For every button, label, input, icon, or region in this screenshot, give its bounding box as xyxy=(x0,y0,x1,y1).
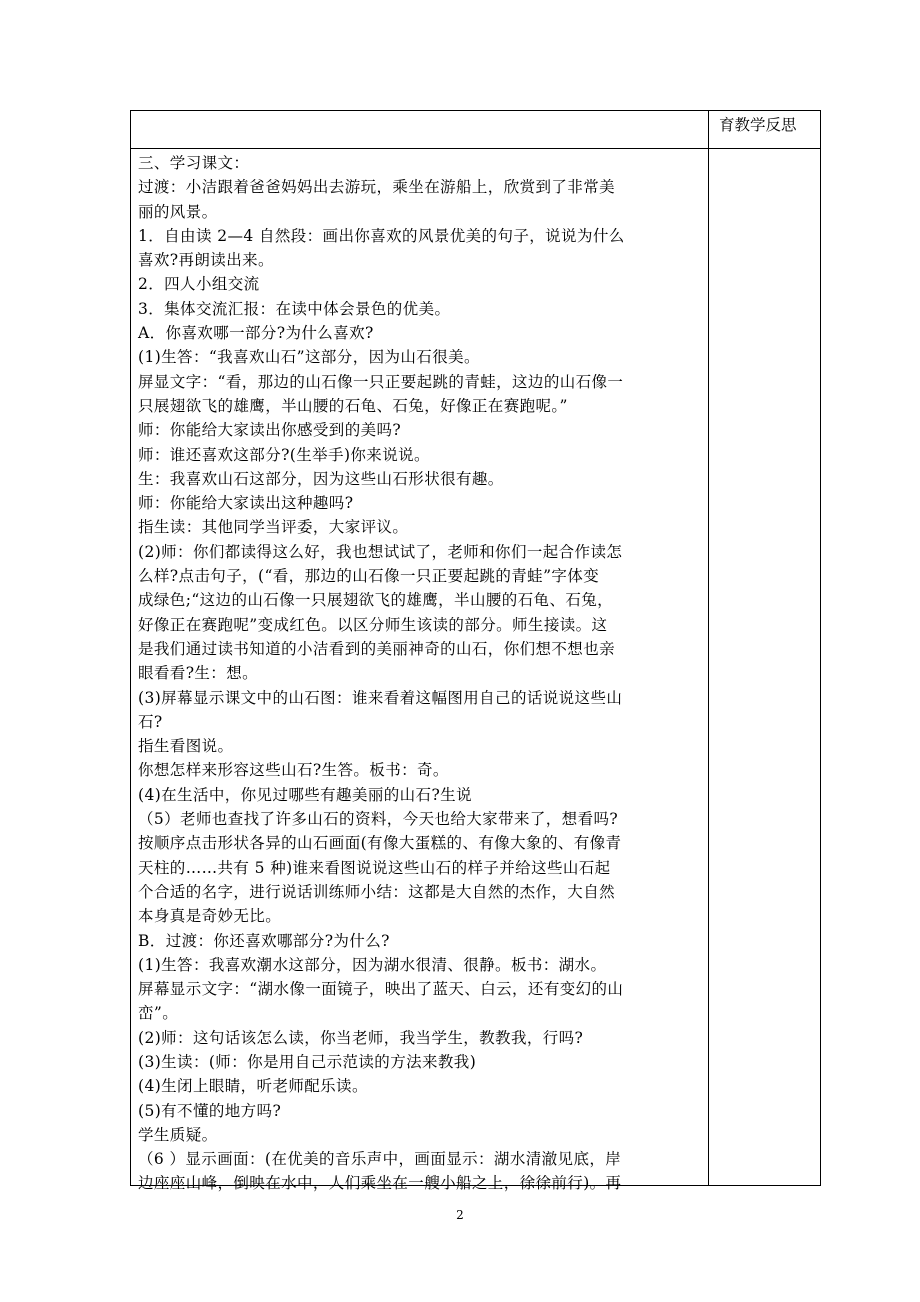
content-line: 师：你能给大家读出你感受到的美吗? xyxy=(138,421,402,440)
content-line: 指生看图说。 xyxy=(138,737,234,756)
content-line: 只展翅欲飞的雄鹰，半山腰的石龟、石兔，好像正在赛跑呢。” xyxy=(138,396,568,415)
content-line: 屏幕显示文字：“湖水像一面镜子，映出了蓝天、白云，还有变幻的山 xyxy=(138,980,624,999)
content-line: 个合适的名字，进行说话训练师小结：这都是大自然的杰作，大自然 xyxy=(138,882,616,901)
content-line: (1)生答：“我喜欢山石”这部分，因为山石很美。 xyxy=(138,348,480,367)
content-line: 天柱的……共有 5 种)谁来看图说说这些山石的样子并给这些山石起 xyxy=(138,858,611,877)
content-line: (4)在生活中，你见过哪些有趣美丽的山石?生说 xyxy=(138,785,472,804)
content-line: 师：你能给大家读出这种趣吗? xyxy=(138,494,354,513)
content-line: 1．自由读 2—4 自然段：画出你喜欢的风景优美的句子，说说为什么 xyxy=(138,226,625,245)
lesson-content xyxy=(138,151,704,1196)
content-line: 按顺序点击形状各异的山石画面(有像大蛋糕的、有像大象的、有像青 xyxy=(138,834,622,853)
content-line: 3．集体交流汇报：在读中体会景色的优美。 xyxy=(138,299,451,318)
content-line: 成绿色;“这边的山石像一只展翅欲飞的雄鹰，半山腰的石龟、石兔， xyxy=(138,591,614,610)
content-line: 峦”。 xyxy=(138,1004,179,1023)
content-line: 三、学习课文： xyxy=(138,154,250,172)
content-line: 过渡：小洁跟着爸爸妈妈出去游玩，乘坐在游船上，欣赏到了非常美 xyxy=(138,178,616,197)
content-line: 指生读：其他同学当评委，大家评议。 xyxy=(138,518,409,537)
content-line: 丽的风景。 xyxy=(138,202,218,221)
content-line: 眼看看?生：想。 xyxy=(138,664,259,683)
content-line: 你想怎样来形容这些山石?生答。板书：奇。 xyxy=(138,761,449,780)
content-line: (1)生答：我喜欢潮水这部分，因为湖水很清、很静。板书：湖水。 xyxy=(138,955,607,974)
page-number: 2 xyxy=(456,1208,464,1222)
content-line: 学生质疑。 xyxy=(138,1125,218,1144)
content-line: （6 ）显示画面：(在优美的音乐声中，画面显示：湖水清澈见底，岸 xyxy=(138,1150,622,1169)
lesson-table xyxy=(130,110,821,1193)
content-line: 师：谁还喜欢这部分?(生举手)你来说说。 xyxy=(138,445,430,464)
content-line: 好像正在赛跑呢”变成红色。以区分师生该读的部分。师生接读。这 xyxy=(138,615,608,634)
content-line: A．你喜欢哪一部分?为什么喜欢? xyxy=(138,324,374,343)
column-divider xyxy=(708,111,709,1185)
content-line: 石? xyxy=(138,712,163,731)
content-line: 喜欢?再朗读出来。 xyxy=(138,251,274,270)
content-line: (2)师：这句话该怎么读，你当老师，我当学生，教教我，行吗? xyxy=(138,1028,584,1047)
content-line: (3)屏幕显示课文中的山石图：谁来看着这幅图用自己的话说说这些山 xyxy=(138,688,623,707)
reflection-column-header: 育教学反思 xyxy=(719,116,797,134)
content-line: (2)师：你们都读得这么好，我也想试试了，老师和你们一起合作读怎 xyxy=(138,542,623,561)
content-line: 本身真是奇妙无比。 xyxy=(138,907,282,926)
content-line: 边座座山峰，倒映在水中，人们乘坐在一艘小船之上，徐徐前行)。再 xyxy=(138,1174,622,1193)
content-line: 生：我喜欢山石这部分，因为这些山石形状很有趣。 xyxy=(138,469,504,488)
content-line: （5）老师也查找了许多山石的资料，今天也给大家带来了，想看吗? xyxy=(138,810,619,829)
content-line: B．过渡：你还喜欢哪部分?为什么? xyxy=(138,931,390,950)
content-line: 是我们通过读书知道的小洁看到的美丽神奇的山石，你们想不想也亲 xyxy=(138,639,616,658)
content-line: (4)生闭上眼睛，听老师配乐读。 xyxy=(138,1077,368,1096)
content-line: 屏显文字：“看，那边的山石像一只正要起跳的青蛙，这边的山石像一 xyxy=(138,372,624,391)
content-line: 么样?点击句子，(“看，那边的山石像一只正要起跳的青蛙”字体变 xyxy=(138,567,600,586)
content-line: (3)生读：(师：你是用自己示范读的方法来教我) xyxy=(138,1052,477,1071)
content-line: 2．四人小组交流 xyxy=(138,275,260,294)
content-line: (5)有不懂的地方吗? xyxy=(138,1101,282,1120)
